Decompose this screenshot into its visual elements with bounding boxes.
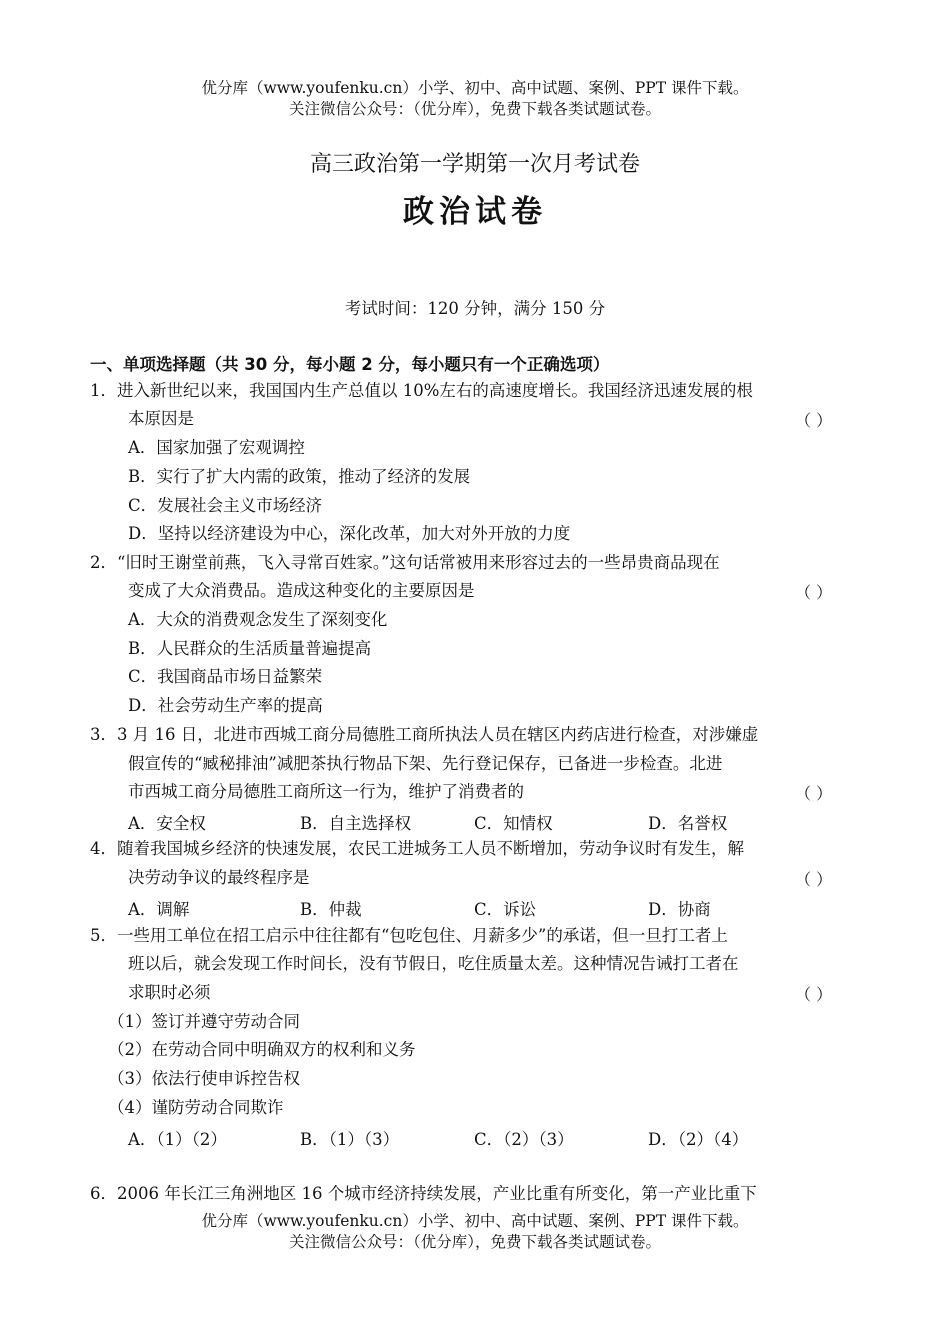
q2-option-b: B．人民群众的生活质量普遍提高	[128, 639, 372, 658]
q1-option-a: A．国家加强了宏观调控	[128, 438, 305, 457]
footer-banner	[0, 1211, 950, 1253]
q5-item-4: （4）谨防劳动合同欺诈	[108, 1098, 284, 1117]
q2-option-c: C．我国商品市场日益繁荣	[128, 667, 323, 686]
footer-banner-line2: 关注微信公众号：（优分库），免费下载各类试题试卷。	[288, 1233, 661, 1251]
exam-info: 考试时间：120 分钟，满分 150 分	[344, 299, 606, 318]
q6-line1: 6．2006 年长江三角洲地区 16 个城市经济持续发展，产业比重有所变化，第一产业比重下	[90, 1184, 757, 1203]
q2-option-d: D．社会劳动生产率的提高	[128, 696, 323, 715]
q2-answer-blank[interactable]: （ ）	[795, 583, 833, 602]
q2-line1: 2．“旧时王谢堂前燕，飞入寻常百姓家。”这句话常被用来形容过去的一些昂贵商品现在	[90, 553, 720, 572]
q3-line3: 市西城工商分局德胜工商所这一行为，维护了消费者的	[128, 782, 524, 801]
q5-line3: 求职时必须	[128, 983, 211, 1002]
q3-option-b: B．自主选择权	[300, 814, 412, 833]
q2-line2: 变成了大众消费品。造成这种变化的主要原因是	[128, 581, 475, 600]
q5-item-2: （2）在劳动合同中明确双方的权利和义务	[108, 1040, 416, 1059]
section-heading: 一、单项选择题（共 30 分，每小题 2 分，每小题只有一个正确选项）	[90, 355, 610, 374]
q5-line2: 班以后，就会发现工作时间长，没有节假日，吃住质量太差。这种情况告诫打工者在	[128, 954, 739, 973]
q4-option-b: B．仲裁	[300, 900, 362, 919]
q5-option-c: C．（2）（3）	[474, 1130, 574, 1149]
q4-answer-blank[interactable]: （ ）	[795, 870, 833, 889]
exam-title: 高三政治第一学期第一次月考试卷	[309, 152, 640, 177]
header-banner	[0, 78, 950, 120]
q5-line1: 5．一些用工单位在招工启示中往往都有“包吃包住、月薪多少”的承诺，但一旦打工者上	[90, 926, 728, 945]
q3-answer-blank[interactable]: （ ）	[795, 784, 833, 803]
q5-item-1: （1）签订并遵守劳动合同	[108, 1012, 300, 1031]
q3-line2: 假宣传的“臧秘排油”减肥茶执行物品下架、先行登记保存，已备进一步检查。北进	[128, 754, 723, 773]
q1-line2: 本原因是	[128, 409, 194, 428]
q1-answer-blank[interactable]: （ ）	[795, 411, 833, 430]
q5-item-3: （3）依法行使申诉控告权	[108, 1069, 300, 1088]
q5-option-b: B．（1）（3）	[300, 1130, 400, 1149]
q4-option-a: A．调解	[128, 900, 190, 919]
q1-line1: 1．进入新世纪以来，我国国内生产总值以 10%左右的高速度增长。我国经济迅速发展的根	[90, 381, 753, 400]
q3-option-c: C．知情权	[474, 814, 553, 833]
q3-option-d: D．名誉权	[648, 814, 728, 833]
header-banner-line1: 优分库（www.youfenku.cn）小学、初中、高中试题、案例、PPT 课件下载。	[201, 79, 749, 97]
q5-answer-blank[interactable]: （ ）	[795, 985, 833, 1004]
header-banner-line2: 关注微信公众号：（优分库），免费下载各类试题试卷。	[288, 100, 661, 118]
q5-option-a: A．（1）（2）	[128, 1130, 227, 1149]
q4-line1: 4．随着我国城乡经济的快速发展，农民工进城务工人员不断增加，劳动争议时有发生，解	[90, 839, 744, 858]
q2-option-a: A．大众的消费观念发生了深刻变化	[128, 610, 388, 629]
q3-option-a: A．安全权	[128, 814, 206, 833]
footer-banner-line1: 优分库（www.youfenku.cn）小学、初中、高中试题、案例、PPT 课件下载。	[201, 1212, 749, 1230]
q1-option-d: D．坚持以经济建设为中心，深化改革，加大对外开放的力度	[128, 524, 571, 543]
q4-option-c: C．诉讼	[474, 900, 537, 919]
q4-option-d: D．协商	[648, 900, 711, 919]
q1-option-c: C．发展社会主义市场经济	[128, 496, 323, 515]
q4-line2: 决劳动争议的最终程序是	[128, 868, 310, 887]
q3-line1: 3．3 月 16 日，北进市西城工商分局德胜工商所执法人员在辖区内药店进行检查，对涉嫌虚	[90, 725, 759, 744]
q5-option-d: D．（2）（4）	[648, 1130, 749, 1149]
q1-option-b: B．实行了扩大内需的政策，推动了经济的发展	[128, 467, 471, 486]
main-title: 政治试卷	[403, 194, 547, 230]
